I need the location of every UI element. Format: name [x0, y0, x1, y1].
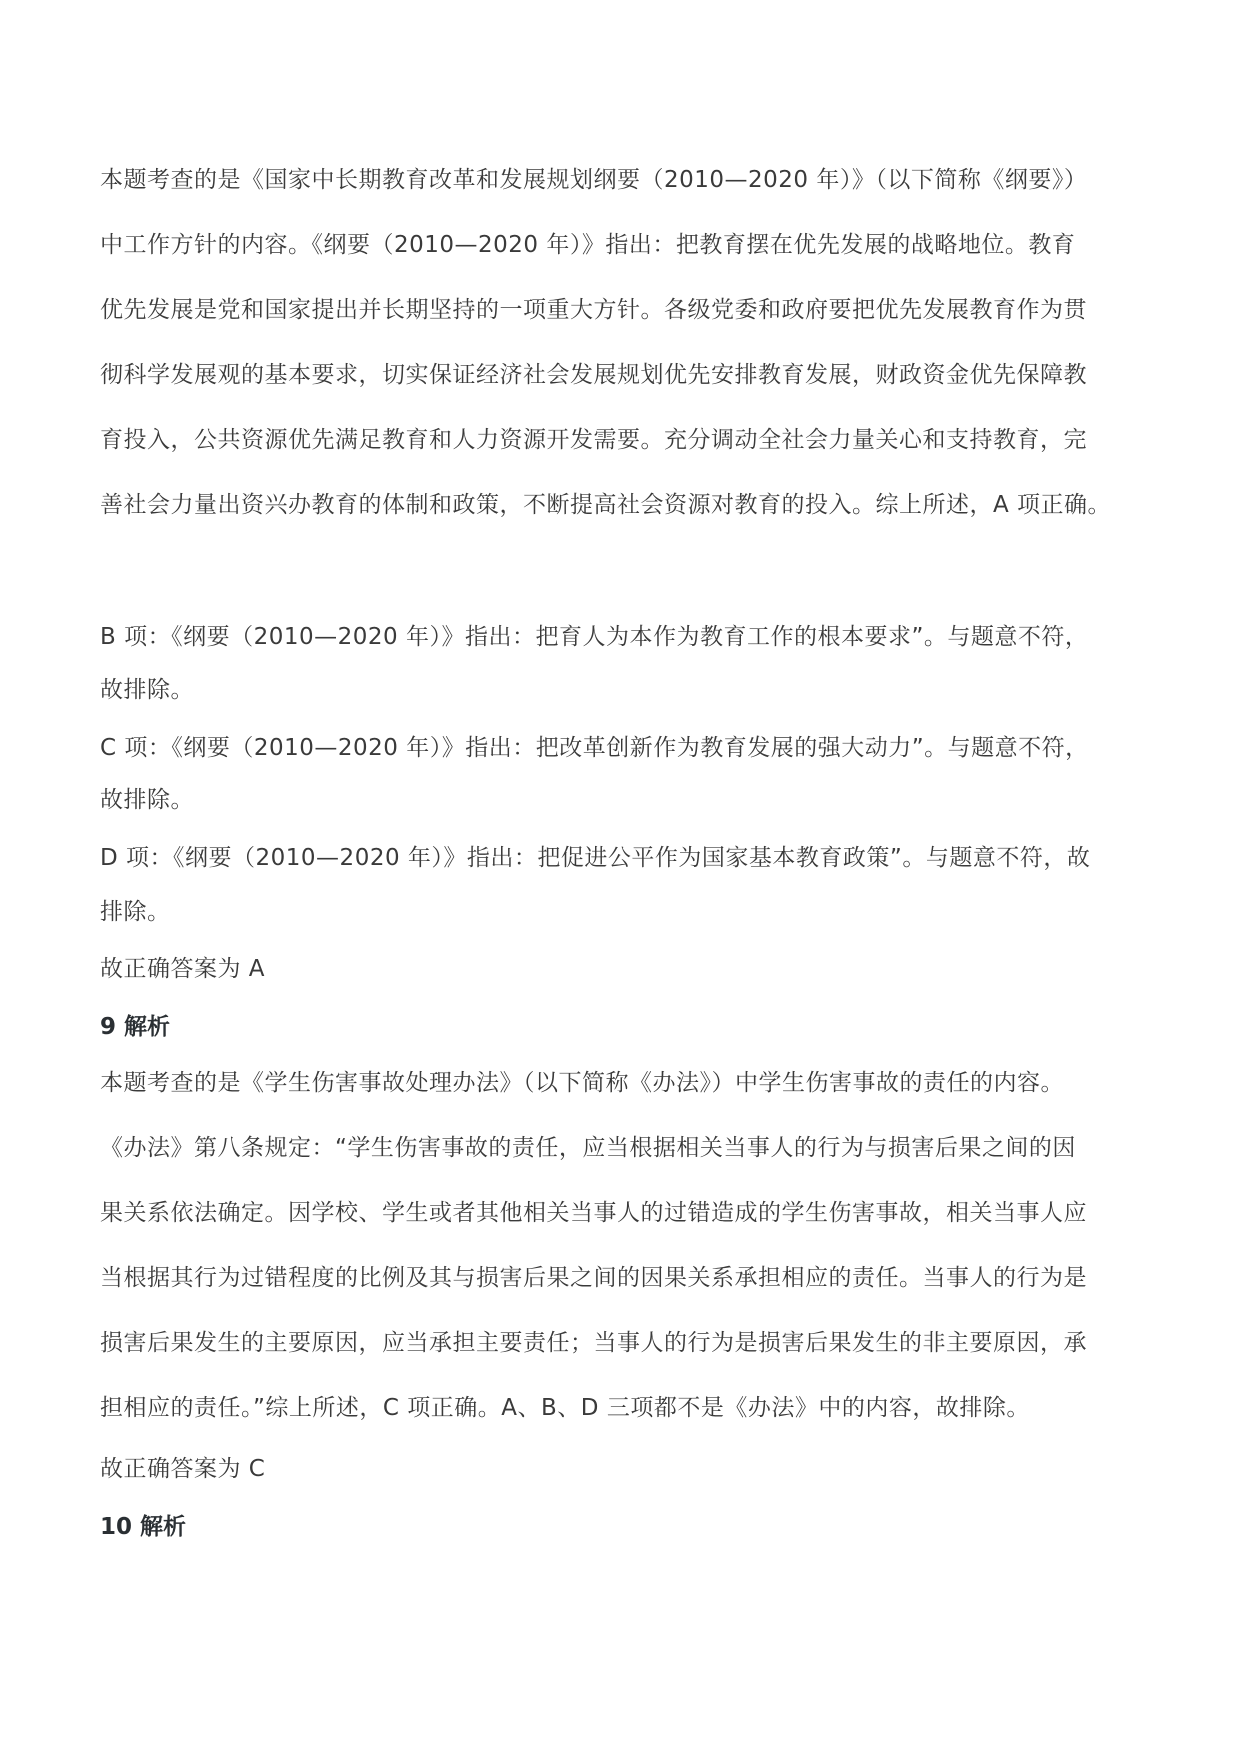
answer-line: 故正确答案为 A — [100, 956, 266, 982]
text-line: 故排除。 — [100, 787, 194, 813]
text-line: 故排除。 — [100, 677, 194, 703]
text-line: 育投入，公共资源优先满足教育和人力资源开发需要。充分调动全社会力量关心和支持教育，完 — [100, 427, 1087, 453]
text-line: 优先发展是党和国家提出并长期坚持的一项重大方针。各级党委和政府要把优先发展教育作为贯 — [100, 297, 1087, 323]
text-line: 当根据其行为过错程度的比例及其与损害后果之间的因果关系承担相应的责任。当事人的行为是 — [100, 1265, 1087, 1291]
text-line: 彻科学发展观的基本要求，切实保证经济社会发展规划优先安排教育发展，财政资金优先保障教 — [100, 362, 1087, 388]
section-heading: 10 解析 — [100, 1514, 187, 1540]
text-line: C 项：《纲要（2010—2020 年）》指出：把改革创新作为教育发展的强大动力”。与题意不符， — [100, 735, 1089, 761]
text-line: 担相应的责任。”综上所述，C 项正确。A、B、D 三项都不是《办法》中的内容，故排除。 — [100, 1395, 1030, 1421]
text-line: 中工作方针的内容。《纲要（2010—2020 年）》指出：把教育摆在优先发展的战略地位。教育 — [100, 232, 1076, 258]
text-line: 《办法》第八条规定：“学生伤害事故的责任，应当根据相关当事人的行为与损害后果之间的因 — [100, 1135, 1076, 1161]
text-line: 善社会力量出资兴办教育的体制和政策，不断提高社会资源对教育的投入。综上所述，A 项正确。 — [100, 492, 1112, 518]
answer-line: 故正确答案为 C — [100, 1456, 266, 1482]
text-line: 损害后果发生的主要原因，应当承担主要责任；当事人的行为是损害后果发生的非主要原因，承 — [100, 1330, 1087, 1356]
text-line: 本题考查的是《国家中长期教育改革和发展规划纲要（2010—2020 年）》（以下简称《纲要》） — [100, 167, 1088, 193]
text-line: 果关系依法确定。因学校、学生或者其他相关当事人的过错造成的学生伤害事故，相关当事人应 — [100, 1200, 1087, 1226]
text-line: B 项：《纲要（2010—2020 年）》指出：把育人为本作为教育工作的根本要求”。与题意不符， — [100, 624, 1089, 650]
text-line: 本题考查的是《学生伤害事故处理办法》（以下简称《办法》）中学生伤害事故的责任的内容。 — [100, 1070, 1064, 1096]
section-heading: 9 解析 — [100, 1014, 171, 1040]
text-line: 排除。 — [100, 899, 171, 925]
text-line: D 项：《纲要（2010—2020 年）》指出：把促进公平作为国家基本教育政策”。与题意不符，故 — [100, 845, 1091, 871]
